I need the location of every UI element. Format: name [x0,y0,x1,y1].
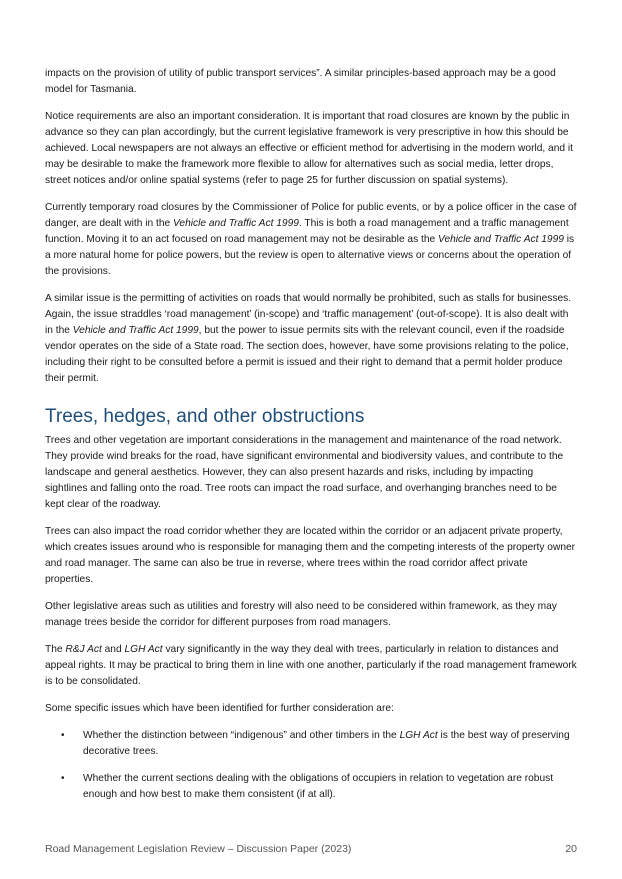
act-title: LGH Act [124,644,163,655]
act-title: LGH Act [399,730,438,741]
page-number: 20 [565,843,577,855]
section-heading: Trees, hedges, and other obstructions [45,406,365,427]
list-item [45,771,577,803]
paragraph-trees-corridor: Trees can also impact the road corridor whether they are located within the corridor or an adjacent private property, which creates issues around who is responsible for managing them and the competing interests of the property owner and road manager. The same can also be true in reverse, where trees within the road corridor affect private properties. [45,526,576,585]
text-segment: Currently temporary road closures by the Commissioner of Police for public events, or by a police officer in the case of danger, are dealt with in the [45,202,577,229]
page-footer [45,843,577,855]
text-segment: Whether the distinction between “indigenous” and other timbers in the [83,730,400,741]
paragraph-trees-vegetation: Trees and other vegetation are important considerations in the management and maintenance of the road network. They provide wind breaks for the road, have significant environmental and biodiversity values, and contribute to the landscape and general aesthetics. However, they can also present hazards and risks, including by impacting sightlines and falling onto the road. Tree roots can impact the road surface, and overhanging branches need to be kept clear of the roadway. [45,435,564,510]
act-title: Vehicle and Traffic Act 1999 [72,325,199,336]
text-segment: vary significantly in the way they deal with trees, particularly in relation to distances and appeal rights. It may be practical to bring them in line with one another, particularly if the road management framework is to be consolidated. [45,644,577,687]
text-segment: Whether the current sections dealing with the obligations of occupiers in relation to vegetation are robust enough and how best to make them consistent (if at all). [83,773,554,800]
text-segment: , but the power to issue permits sits with the relevant council, even if the roadside vendor operates on the side of a State road. The section does, however, have some provisions relating to the police, including their right to be consulted before a permit is issued and their right to demand that a permit holder produce their permit. [45,325,569,384]
text-segment: is the best way of preserving decorative trees. [83,730,570,757]
text-segment: The [45,644,66,655]
bullet-icon: • [61,730,65,741]
act-title: R&J Act [65,644,102,655]
text-segment: A similar issue is the permitting of activities on roads that would normally be prohibited, such as stalls for businesses. Again, the issue straddles ‘road management’ (in-scope) and ‘traffic management’ (out-of-scope). It is also dealt with in the [45,293,572,336]
act-title: Vehicle and Traffic Act 1999 [173,218,299,229]
document-body [45,66,577,814]
paragraph-permitting-activities [45,291,577,387]
text-segment: is a more natural home for police powers, but the review is open to alternative views or concerns about the operation of the provisions. [45,234,575,277]
bullet-icon: • [61,773,65,784]
paragraph-temporary-closures [45,200,577,280]
act-title: Vehicle and Traffic Act 1999 [438,234,564,245]
text-segment: and [101,644,125,655]
footer-title: Road Management Legislation Review – Discussion Paper (2023) [45,843,352,855]
text-segment: . This is both a road management and a traffic management function. Moving it to an act focused on road management may not be desirable as the [45,218,569,245]
paragraph-acts-comparison [45,642,577,690]
paragraph-notice-requirements: Notice requirements are also an important consideration. It is important that road closures are known by the public in advance so they can plan accordingly, but the current legislative framework is very prescriptive in how this should be achieved. Local newspapers are not always an effective or efficient method for advertising in the modern world, and it may be desirable to make the framework more flexible to allow for alternatives such as social media, letter drops, street notices and/or online spatial systems (refer to page 25 for further discussion on spatial systems). [45,111,573,186]
paragraph-other-legislative: Other legislative areas such as utilities and forestry will also need to be considered within framework, as they may manage trees beside the corridor for different purposes from road managers. [45,601,557,628]
issues-list [45,728,577,803]
paragraph-issues-intro: Some specific issues which have been identified for further consideration are: [45,703,394,714]
paragraph-public-transport: impacts on the provision of utility of public transport services”. A similar principles-based approach may be a good model for Tasmania. [45,68,556,95]
list-item [45,728,577,760]
